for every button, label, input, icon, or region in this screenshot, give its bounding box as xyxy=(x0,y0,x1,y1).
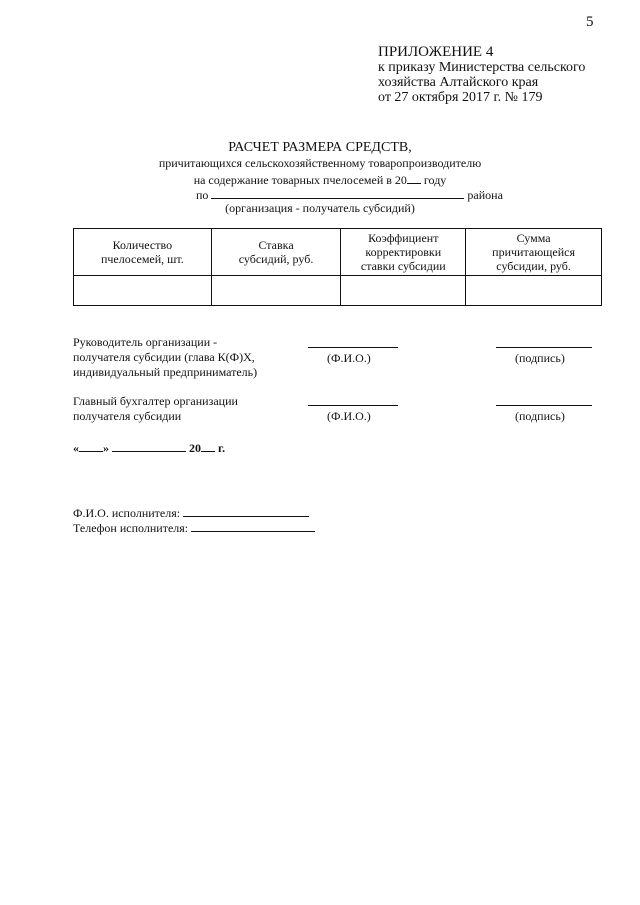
appendix-line-date: от 27 октября 2017 г. № 179 xyxy=(378,90,543,105)
accountant-fio-line[interactable] xyxy=(308,405,398,406)
cell-correction-coefficient[interactable] xyxy=(341,276,466,306)
document-title: РАСЧЕТ РАЗМЕРА СРЕДСТВ, xyxy=(228,140,412,155)
head-fio-line[interactable] xyxy=(308,347,398,348)
page-number: 5 xyxy=(586,14,594,30)
header-correction-coefficient: Коэффициент корректировки ставки субсидии xyxy=(341,229,466,276)
executor-name-blank[interactable] xyxy=(183,504,309,517)
appendix-line-ministry: хозяйства Алтайского края xyxy=(378,75,539,90)
executor-phone-blank[interactable] xyxy=(191,519,315,532)
month-blank[interactable] xyxy=(112,439,186,452)
organization-caption: (организация - получатель субсидий) xyxy=(225,201,415,215)
heading-line-2-text: на содержание товарных пчелосемей в 20 xyxy=(193,173,407,187)
date-year-blank[interactable] xyxy=(201,439,215,452)
district-prefix: по xyxy=(196,188,212,202)
year-blank[interactable] xyxy=(407,171,421,184)
accountant-fio-caption: (Ф.И.О.) xyxy=(327,409,371,423)
appendix-title: ПРИЛОЖЕНИЕ 4 xyxy=(378,44,494,60)
day-blank[interactable] xyxy=(79,439,103,452)
appendix-line-order: к приказу Министерства сельского xyxy=(378,60,586,75)
accountant-signature-line[interactable] xyxy=(496,405,592,406)
date-line: « » 20 г. xyxy=(73,441,226,455)
header-bee-colonies: Количество пчелосемей, шт. xyxy=(74,229,212,276)
header-subsidy-rate: Ставка субсидий, руб. xyxy=(211,229,341,276)
head-signature-caption: (подпись) xyxy=(515,351,565,365)
head-signature-line[interactable] xyxy=(496,347,592,348)
accountant-signature-label: Главный бухгалтер организации получателя субсидии xyxy=(73,394,238,423)
heading-line-2-suffix: году xyxy=(420,173,447,187)
cell-subsidy-rate[interactable] xyxy=(211,276,341,306)
head-fio-caption: (Ф.И.О.) xyxy=(327,351,371,365)
district-blank[interactable] xyxy=(211,186,464,199)
executor-phone-row xyxy=(73,519,315,536)
appendix-block xyxy=(378,45,585,105)
table-header-row xyxy=(74,229,602,276)
heading-line-1: причитающихся сельскохозяйственному товаропроизводителю xyxy=(158,156,482,170)
calculation-table xyxy=(73,228,602,306)
accountant-signature-caption: (подпись) xyxy=(515,409,565,423)
header-subsidy-amount: Сумма причитающейся субсидии, руб. xyxy=(466,229,602,276)
executor-name-label: Ф.И.О. исполнителя: xyxy=(73,506,181,520)
cell-subsidy-amount[interactable] xyxy=(466,276,602,306)
district-suffix: района xyxy=(464,188,503,202)
head-signature-label: Руководитель организации - получателя субсидии (глава К(Ф)Х, индивидуальный предприниматель) xyxy=(73,335,258,379)
table-row xyxy=(74,276,602,306)
cell-bee-colonies[interactable] xyxy=(74,276,212,306)
executor-phone-label: Телефон исполнителя: xyxy=(73,521,189,535)
